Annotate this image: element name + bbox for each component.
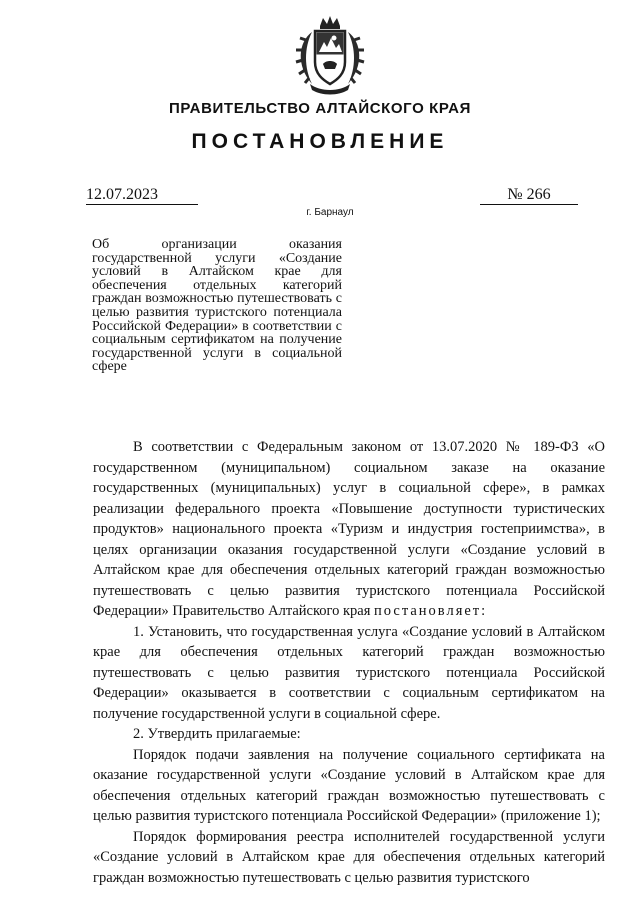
document-number: № 266: [480, 187, 578, 205]
item-1: 1. Установить, что государственная услуга «Создание условий в Алтайском крае для обеспечения отдельных категорий граждан возможностью путешествовать с целью развития туристского потенциала Российской Федерации» оказывается в соответствии с социальным сертификатом на получение государственной услуги в социальной сфере.: [93, 623, 605, 722]
document-type: ПОСТАНОВЛЕНИЕ: [191, 130, 449, 153]
preamble-end: :: [481, 603, 486, 619]
document-subject: Об организации оказания государственной услуги «Создание условий в Алтайском крае для обеспечения отдельных категорий граждан возможностью путешествовать с целью развития туристского потенциала Российской Федерации» в соответствии с социальным сертификатом на получение государственной услуги в социальной сфере: [92, 237, 342, 375]
document-date: 12.07.2023: [86, 187, 198, 205]
item-2-sub-2: Порядок формирования реестра исполнителей государственной услуги «Создание условий в Алтайском крае для обеспечения отдельных категорий граждан возможностью путешествовать с целью развития туристского: [93, 828, 605, 886]
preamble-decree: постановляет: [374, 603, 482, 619]
coat-of-arms-emblem: [290, 14, 370, 96]
item-2-sub-1: Порядок подачи заявления на получение социального сертификата на оказание государственной услуги «Создание условий в Алтайском крае для обеспечения отдельных категорий граждан возможностью путешествовать с целью развития туристского потенциала Российской Федерации» (приложение 1);: [93, 746, 605, 824]
preamble-paragraph: [93, 437, 605, 622]
document-body: [93, 437, 605, 888]
document-city: г. Барнаул: [306, 207, 354, 218]
organization-name: ПРАВИТЕЛЬСТВО АЛТАЙСКОГО КРАЯ: [169, 100, 471, 117]
preamble-intro: В соответствии с Федеральным законом от 13.07.2020 № 189-ФЗ «О государственном (муниципальном) социальном заказе на оказание государственных (муниципальных) услуг в социальной сфере», в рамках реализации федерального проекта «Повышение доступности туристических продуктов» национального проекта «Туризм и индустрия гостеприимства», в целях организации оказания государственной услуги «Создание условий в Алтайском крае для обеспечения отдельных категорий граждан возможностью путешествовать с целью развития туристского потенциала Российской Федерации» Правительство Алтайского края: [93, 439, 605, 619]
item-2: 2. Утвердить прилагаемые:: [133, 726, 301, 742]
